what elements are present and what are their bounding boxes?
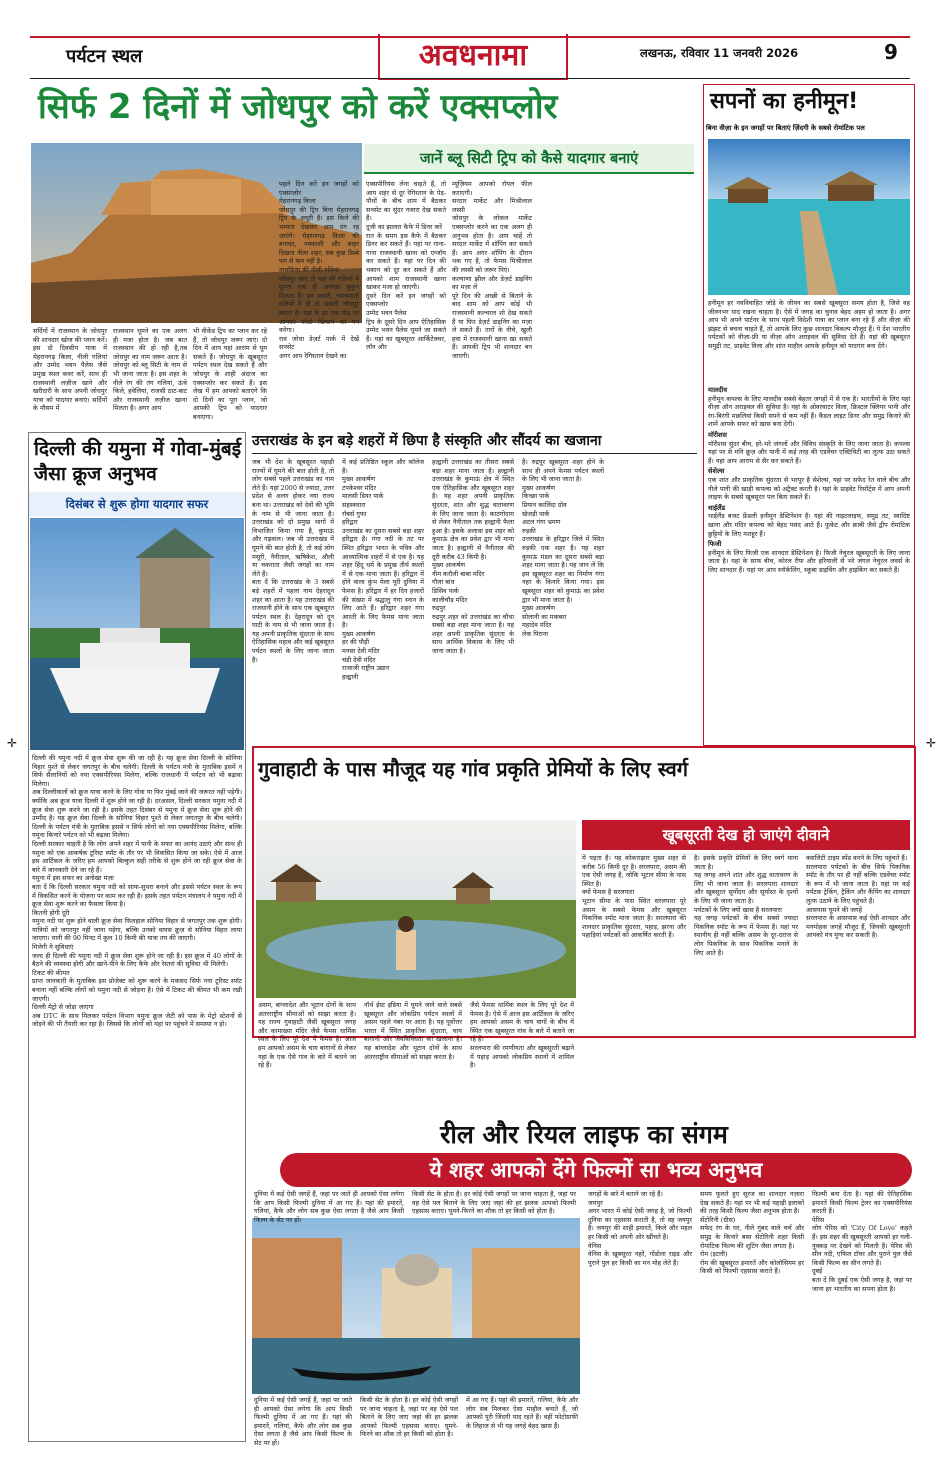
honeymoon-section-text: एक शांत और प्राकृतिक सुंदरता से भरपूर है सेशेल्स, यहां पर सफेद रेत वाले बीच और नीले पानी की खाड़ी कपल्स को अट्रैक्ट करती है। यहां के प्राइवेट रिसॉर्ट्स में आप अपनी लाइफ के सबसे खूबसूरत पल बिता सकते हैं। — [708, 475, 910, 502]
uttarakhand-rule — [252, 453, 697, 454]
jodhpur-subhead-box — [364, 144, 694, 174]
honeymoon-section — [708, 504, 910, 538]
honeymoon-section — [708, 431, 910, 465]
jodhpur-col-4b — [540, 180, 695, 412]
jodhpur-col-3: भी वीकेंड ट्रिप का प्लान कर रहे हैं, तो जोधपुर जरूर जाएं। दो दिन में आप यहां आराम से घूम सकते हैं। जोधपुर के खूबसूरत पर्यटन स्थल देख सकते हैं और जोधपुर के शाही अंदाज का एक्सप्लोर कर सकते हैं। इस लेख में हम आपको बताएंगे कि दो दिनों का पूरा प्लान, जो आपकी ट्रिप को यादगार बनाएगा। — [193, 327, 267, 421]
jodhpur-col-2: राजस्थान घूमने का एक अलग ही मजा होता है। जब बात राजस्थान की हो रही है,तब जोधपुर का नाम जरूर आता है। जोधपुर को ब्लू सिटी के नाम से भी जाना जाता है। इस शहर के नीले रंग की तंग गलियां, ऊंचे किले, हवेलियां, राजसी ठाट-बाट और राजस्थानी लज़ीज खाना मिलता है। अगर आप — [113, 327, 187, 413]
honeymoon-section-title: थाईलैंड — [708, 503, 726, 512]
uttarakhand-headline: उत्तराखंड के इन बड़े शहरों में छिपा है संस्कृति और सौंदर्य का खजाना — [252, 433, 602, 449]
jodhpur-subhead: जानें ब्लू सिटी ट्रिप को कैसे यादगार बनाएं — [419, 151, 639, 167]
reel-col-3b: में आ गए हैं। यहां की इमारतें, गलियां, कैफे और लोग सब मिलकर ऐसा माहौल बनाते हैं, जो आपको पूरी जिंदगी याद रहते हैं। वहीं फोटोग्राफी के लिहाज से भी यह जगहें बेहद खास हैं। — [466, 1396, 578, 1430]
guwahati-headline: गुवाहाटी के पास मौजूद यह गांव प्रकृति प्रेमियों के लिए स्वर्ग — [258, 757, 688, 781]
uttarakhand-col-3: हल्द्वानी उत्तराखंड का तीसरा सबसे बड़ा शहर माना जाता है। हल्द्वानी उत्तराखंड के कुमाऊं क्षेत्र में स्थित एक ऐतिहासिक और खूबसूरत शहर है। यह शहर अपनी प्राकृतिक सुंदरता, शांत और शुद्ध वातावरण के लिए जाना जाता है। काठगोदाम से लेकर नैनीताल तक हल्द्वानी फैला हुआ है। इसके अलावा इस शहर को कुमाऊं क्षेत्र का प्रवेश द्वार भी माना जाता है। हल्द्वानी से नैनीताल की दूरी करीब 43 किमी है। मुख्य आकर्षण नीम करौली बाबा मंदिर गौला बांध डिसिव पार्क कालीचौड़ मंदिर रुद्रपुर रुद्रपुर शहर को उत्तराखंड का चौथा सबसे बड़ा शहर माना जाता है। यह शहर अपनी प्राकृतिक सुंदरता के साथ आर्थिक विकास के लिए भी जाना जाता है। — [432, 458, 514, 656]
reel-banner — [280, 1153, 912, 1187]
logo-text: अवधनामा — [418, 38, 528, 73]
honeymoon-intro: हनीमून हर नवविवाहित जोड़े के जीवन का सबसे खूबसूरत समय होता है, जिसे वह जीवनभर याद रखना चाहता है। ऐसे में जगह का चुनाव बेहद अहम हो जाता है। अगर आप भी अपने पार्टनर के साथ पहली विदेशी यात्रा का प्लान बना रहे हैं और वीज़ा की झंझट से बचना चाहते हैं, तो आपके लिए कुछ शानदार विकल्प मौजूद हैं। ये देश भारतीय पर्यटकों को वीज़ा-फ्री या वीज़ा ऑन अराइवल की सुविधा देते हैं। यहां की खूबसूरत समुद्री तट, प्राइवेट विला और शांत माहौल आपके हनीमून को यादगार बना देंगे। — [708, 299, 910, 350]
honeymoon-headline: सपनों का हनीमून! — [710, 89, 859, 114]
jodhpur-headline: सिर्फ 2 दिनों में जोधपुर को करें एक्सप्लोर — [38, 87, 558, 127]
page-number: 9 — [884, 40, 898, 64]
guwahati-col-4: में पड़ता है। यह कोकराझार मुख्य शहर से करीब 56 किमी दूर है। सरलपारा, असम की एक ऐसी जगह है, जोकि भूटान सीमा के पास स्थित है। क्यों फेमस है सरलपारा भूटान सीमा के पास स्थित सरलपारा पूरे असम के सबसे फेमस और खूबसूरत पिकनिक स्पॉट माना जाता है। सरलपारा की शानदार प्राकृतिक सुंदरता, पहाड़, झरना और पहाड़ियां पर्यटकों को आकर्षित करती हैं। — [582, 854, 686, 940]
reel-col-6: फिल्मी बना देता है। यहां की ऐतिहासिक इमारतें किसी फिल्म ट्रेलर का एक्सपीरियंस कराती हैं। पेरिस लोग पेरिस को 'City Of Love' कहते हैं। इस शहर की खूबसूरती आपको हर गली-नुक्कड़ पर देखने को मिलती है। पेरिस की सीन नदी, एफिल टॉवर और पुराने पुल जैसे किसी फिल्म का सीन लगते हैं। दुबई बता दें कि दुबई एक ऐसी जगह है, जहां पर जाना हर भारतीय का सपना होता है। — [812, 1190, 912, 1293]
honeymoon-section — [708, 386, 910, 429]
uttarakhand-col-4: है। रुद्रपुर खूबसूरत शहर होने के साथ ही अपने फेमस पर्यटन स्थलों के लिए भी जाना जाता है। मुख्य आकर्षण किच्छा पार्क प्रियान कालिंदा ग्रोव खेजड़ी पार्क अटल गंगा भ्रमण रुड़की उत्तराखंड के हरिद्वार जिले में स्थित रुड़की एक शहर है। यह शहर कुमाऊं मंडल का दूसरा सबसे बड़ा शहर माना जाता है। यह जान लें कि इस खूबसूरत शहर का निर्माण गंगा नहर के किनारे किया गया। इस खूबसूरत शहर को कुमाऊं का प्रवेश द्वार भी माना जाता है। मुख्य आकर्षण सोलानी का मकबरा महादेव मंदिर लेक पिराना — [522, 458, 604, 638]
yamuna-subhead: दिसंबर से शुरू होगा यादगार सफर — [65, 497, 209, 511]
reel-venice-photo — [252, 1218, 580, 1394]
jodhpur-col-1: सर्दियों में राजस्थान के जोधपुर की शानदार खोज की प्लान करें। इस दो दिवसीय यात्रा में मेहरानगढ़ किला, नीली गलियां और उम्मेद भवन पैलेस जैसे प्रमुख स्थल कवर करें, साथ ही राजस्थानी लज़ीज खाने और खरीदारी के साथ अपनी जोधपुर यात्रा को यादगार बनाएं। सर्दियों के मौसम में — [33, 327, 107, 413]
honeymoon-section-title: सेशेल्स — [708, 467, 725, 476]
honeymoon-section-text: मॉरीशस सुंदर बीच, हरे-भरे जंगलों और विविध संस्कृति के लिए जाना जाता है। कपल्स यहां पर से मनि क्रूज़ और पानी में कई तरह की एडवेंचर एक्टिविटी का लुत्फ उठा सकते हैं। यहां आप आराम से सैर कर सकते हैं। — [708, 439, 910, 465]
honeymoon-section — [708, 467, 910, 501]
jodhpur-col-4: पहले दिन करें इन जगहों को एक्सप्लोर मेहरानगढ़ किला जोधपुर की ट्रिप बिना मेहरानगढ़ ट्रिप के अधूरी है। इस किले की भव्यता देखकर आप दंग रह जाएंगे। मेहरानगढ़ किला की बनावट, नक्काशी और बाहर दिखता नीला शहर, सब कुछ डिब्बे पल से कम नहीं है। नाचकिया की नीली गलियां जोधपुर जाएं तो यहां की गलियों में घूमना एक ही अनोखा सुकून मिलता है। इन सकरी, चमचमाती गलियों में ही तो असली जोधपुर बसता है। यहां के हर एक मोड़ पर आपको फोटो खिंचाने का मन करेगा। राव जोधा डेज़र्ट पार्क में देखें सनसेट अगर आप रेगिस्तान देखने का — [279, 180, 359, 360]
honeymoon-section-text: हनीमून कपल्स के लिए मालदीव सबसे बेहतर जगहों में से एक है। भारतीयों के लिए यहां वीज़ा ऑन अराइवल की सुविधा है। यहां के ओवरवाटर विला, क्रिस्टल क्लियर पानी और रंग-बिरंगी मछलियां किसी सपने से कम नहीं हैं। कैंडल लाइट डिनर और समुद्र किनारे की शामें आपके सफर को खास बना देंगी। — [708, 394, 910, 429]
reel-banner-text: ये शहर आपको देंगे फिल्मों सा भव्य अनुभव — [429, 1158, 763, 1182]
yamuna-body: दिल्ली की यमुना नदी में क्रूज सेवा शुरू की जा रही है। यह क्रूज सेवा दिल्ली के सोनिया विहार पुश्ते से लेकर जगतपुर के बीच चलेगी। दिल्ली के पर्यटन मंत्री के मुताबिक इसमें न सिर्फ सैलानियों को नया एक्सपीरियंस मिलेगा, बल्कि राजधानी में पर्यटन को भी बढ़ावा मिलेगा। अब दिल्लीवालों को क्रूज यात्रा करने के लिए गोवा या फिर मुंबई जाने की जरूरत नहीं पड़ेगी। क्योंकि अब क्रूज यात्रा दिल्ली में शुरू होने जा रही है। दरअसल, दिल्ली सरकार यमुना नदी में क्रूज सेवा शुरू करने जा रही है। इसके तहत दिसंबर से यमुना में क्रूज सेवा शुरू होने की उम्मीद है। यह क्रूज सेवा दिल्ली के सोनिया विहार पुश्ते से लेकर जगतपुर के बीच चलेगी। दिल्ली के पर्यटन मंत्री के मुताबिक इससे न सिर्फ लोगों को नया एक्सपीरियंस मिलेगा, बल्कि यमुना किनारे पर्यटन को भी बढ़ावा मिलेगा। दिल्ली सरकार चाहती है कि लोग अपने शहर में पानी के सफर का आनंद उठाएं और साथ ही यमुना को एक आकर्षक टूरिस्ट स्पॉट के तौर पर भी विकसित किया जा सके। ऐसे में आज इस आर्टिकल के जरिए हम आपको बिल्कुल सही तरीके से शुरू होने जा रही क्रूज सेवा के बारे में जानकारी देने जा रहे हैं। यमुना में इस सफर का अनोखा मज़ा बता दें कि दिल्ली सरकार यमुना नदी को साफ-सुथरा बनाने और इससे पर्यटन स्थल के रूप में विकसित करने के योजना पर काम कर रही है। इसके तहत पर्यटन मंत्रालय ने यमुना नदी में क्रूज सेवा शुरू करने का फैसला किया है। कितनी होगी दूरी यमुना नदी पर शुरू होने वाली क्रूज सेवा फिलहाल सोनिया विहार से जगतपुर तक शुरू होगी। यात्रियों को जगतपुर नहीं जाना पड़ेगा, बल्कि उनको वापस क्रूज़ से सोनिया विहार लाया जाएगा। यानी की 90 मिनट में कुल 10 किमी की यात्रा तय की जाएगी। मिलेगी ये सुविधाएं जल्द ही दिल्ली की यमुना नदी में क्रूज सेवा शुरू होने जा रही है। इस क्रूज में 40 लोगों के बैठने की व्यवस्था होगी और खाने-पीने के लिए कैफे और रेस्तरां की सुविधा भी मिलेगी। टिकट की कीमत प्राप्त जानकारी के मुताबिक इस प्रोजेक्ट को शुरू करने के मकसद सिर्फ नया टूरिस्ट स्पॉट बनाना नहीं बल्कि लोगों को यमुना नदी से जोड़ना है। ऐसे में टिकट की कीमत भी कम रखी जाएगी। दिल्ली मेट्रो से जोड़ा जाएगा अब DTC के साथ मिलकर पर्यटन विभाग यमुना क्रूज जेटी को पास के मेट्रो स्टेशनों से जोड़ने की भी तैयारी कर रहा है। जिससे कि लोगों को यहां पर पहुंचने में समस्या न हो। — [32, 754, 242, 1029]
uttarakhand-col-1: जब भी देश के खूबसूरत पहाड़ी राज्यों में घूमने की बात होती है, तो लोग सबसे पहले उत्तराखंड का नाम लेते हैं। यहां 2000 से ज्यादा, उत्तर प्रदेश से अलग होकर नया राज्य बना था। उत्तराखंड को देवों की भूमि के नाम से भी जाना जाता है। उत्तराखंड को दो प्रमुख भागों में विभाजित किया गया है, कुमाऊं और गढ़वाल। जब भी उत्तराखंड में घूमने की बात होती है, तो कई लोग मसूरी, नैनीताल, ऋषिकेश, औली या चकराता जैसी जगहों का नाम लेते हैं। बता दें कि उत्तराखंड के 3 सबसे बड़े शहरों में पहला नाम देहरादून शहर का आता है। यह उत्तराखंड की राजधानी होने के साथ एक खूबसूरत पर्यटन स्थल है। देहरादून को दून घाटी के नाम से भी जाना जाता है। यह अपनी प्राकृतिक सुंदरता के साथ ऐतिहासिक महत्व और कई खूबसूरत पर्यटन स्थलों के लिए जाना जाता है। — [252, 458, 334, 664]
guwahati-village-photo — [256, 820, 576, 998]
registration-mark-right: ✛ — [926, 736, 937, 750]
honeymoon-section-text: हनीमून के लिए फिजी एक शानदार डेस्टिनेशन है। फिजी नेचुरल खूबसूरती के लिए जाना जाता है। यहां के साफ बीच, कोरल रीफ और हरियाली से भरे जंगल नेचुरल लवर्स के लिए शानदार हैं। यहां पर आप स्नॉर्कलिंग, स्कूबा डाइविंग और हाइकिंग कर सकते हैं। — [708, 548, 910, 574]
yamuna-cruise-photo — [30, 518, 244, 750]
jodhpur-col-5: एक्सपीरियंस लेना चाहते हैं, तो आप शहर से दूर रेगिस्तान के पेड़-पौधों के बीच शाम में बैठकर सनसेट का सुंदर नजारा देख सकते हैं। दूजी का झालरा कैफे में डिनर करें रात के समय इस कैफे में बैठकर डिनर कर सकते हैं। यहां पर गाना-गाना राजस्थानी खाना को एन्जॉय कर सकते हैं। यहां पर दिन की थकान को दूर कर सकते हैं और आपको शाम राजस्थानी खाना खाकर मजा हो जाएगी। दूसरे दिन करें इन जगहों को एक्सप्लोर उम्मेद भवन पैलेस ट्रिप के दूसरे दिन आप ऐतिहासिक उम्मेद भवन पैलेस घूमने जा सकते हैं। यहां का खूबसूरत आर्किटेक्चर, लॉन और — [366, 180, 446, 352]
reel-headline: रील और रियल लाइफ का संगम — [440, 1120, 728, 1149]
reel-col-1: दुनिया में कई ऐसी जगहें हैं, जहां पर जाते ही आपको ऐसा लगेगा कि आप किसी फिल्मी दुनिया में आ गए हैं। यहां की इमारतें, गलियां, कैफे और लोग सब कुछ ऐसा लगता है जैसे आप किसी फिल्म के सेट पर हों। — [254, 1190, 404, 1224]
reel-col-2b: किसी सेट के होता है। हर कोई ऐसी जगहों पर जाना चाहता है, जहां पर वह ऐसे पल बिताने के लिए जाए जहां की हर झलक आपको फिल्मी एहसास कराए। घूमने-फिरने का शौक तो हर किसी को होता है। — [360, 1396, 458, 1439]
reel-col-1b: दुनिया में कई ऐसी जगहें हैं, जहां पर जाते ही आपको ऐसा लगेगा कि आप किसी फिल्मी दुनिया में आ गए हैं। यहां की इमारतें, गलियां, कैफे और लोग सब कुछ ऐसा लगता है जैसे आप किसी फिल्म के सेट पर हों। — [254, 1396, 352, 1447]
masthead-rule — [30, 78, 910, 79]
guwahati-subhead-box — [582, 820, 910, 850]
honeymoon-sections — [708, 386, 910, 742]
jodhpur-col-6: म्यूज़ियम आपको रॉयल फील कराएगी। सरदार मार्केट और मिश्रीलाल लस्सी जोधपुर के लोकल मार्केट एक्सप्लोर करने का एक अलग ही अनुभव होता है। आप चाहें तो सरदार मार्केट में शॉपिंग कर सकते हैं। आप अगर शॉपिंग के दौरान थक गए हैं, तो फेमस मिश्रीलाल की लस्सी को जरूर पिएं। कल्याणा झील और डेज़र्ट डाइनिंग का मज़ा लें पूरे दिन की अच्छी से बिताने के बाद शाम को आप कोई भी राजस्थानी कल्चरल शो देख सकते हैं या फिर डेज़र्ट डाइनिंग का मज़ा ले सकते हैं। तारों के नीचे, खुली हवा में राजस्थानी खाना खा सकते हैं। आपकी ट्रिप भी शानदार बन जाएगी। — [452, 180, 532, 360]
yamuna-headline: दिल्ली की यमुना में गोवा-मुंबई जैसा क्रूज अनुभव — [34, 438, 242, 485]
guwahati-col-2: नॉर्थ ईस्ट इंडिया में घूमने जाने वाले सबसे खूबसूरत और लोकप्रिय पर्यटन स्थलों में असम पहले नंबर पर आता है। यह पूर्वोत्तर भारत में स्थित प्राकृतिक सुंदरता, चाय बागानों और जैवविविधता का खजाना है। यह बांग्लादेश और भूटान दोनों के साथ अंतरराष्ट्रीय सीमाओं को साझा करता है। — [364, 1001, 462, 1061]
logo — [378, 34, 568, 80]
reel-col-4: जगहों के बारे में बताने जा रहे हैं। जयपुर अगर भारत में कोई ऐसी जगह है, जो फिल्मी दुनिया का एहसास कराती है, तो वह जयपुर है। जयपुर की शाही इमारतें, किले और महल हर किसी को अपनी ओर खींचते हैं। वेनिस वेनिस के खूबसूरत नहरें, गोंडोला राइड और पुराने पुल हर किसी का मन मोह लेते हैं। — [588, 1190, 692, 1267]
section-label: पर्यटन स्थल — [66, 46, 143, 67]
honeymoon-subhead: बिना वीज़ा के इन जगहों पर बिताएं ज़िंदगी के सबसे रोमांटिक पल — [706, 124, 865, 132]
honeymoon-section-title: मालदीव — [708, 386, 727, 394]
guwahati-col-3: जैसे फेमस धार्मिक स्थल के लिए पूरे देश में फेमस है। ऐसे में आज इस आर्टिकल के जरिए हम आपको असम के चाय वागों के बीच में स्थित एक खूबसूरत गांव के बारे में बताने जा रहे हैं। सरलपारा की रमणीयता और खूबसूरती बढ़ाने में पहाड़ आपको लोकप्रिय स्थानों में शामिल है। — [470, 1001, 574, 1070]
guwahati-subhead: खूबसूरती देख हो जाएंगे दीवाने — [662, 826, 830, 844]
guwahati-col-1: असम, बांग्लादेश और भूटान दोनों के साथ अंतरराष्ट्रीय सीमाओं को साझा करता है। यह राज्य गुवाहाटी जैसी खूबसूरत जगह और कामाख्या मंदिर जैसे फेमस धार्मिक स्थल के लिए पूरे देश में फेमस है। आज हम आपको असम के चाय बागानों से लेकर यहां के एक ऐसे गांव के बारे में बताने जा रहे हैं। — [258, 1001, 356, 1070]
reel-col-2: किसी सेट के होता है। हर कोई ऐसी जगहों पर जाना चाहता है, जहां पर वह ऐसे पल बिताने के लिए जाए जहां की हर झलक आपको फिल्मी एहसास कराए। घूमने-फिरने का शौक तो हर किसी को होता है। — [412, 1190, 576, 1216]
honeymoon-photo — [708, 139, 910, 295]
date-line: लखनऊ, रविवार 11 जनवरी 2026 — [640, 46, 799, 60]
honeymoon-section-text: थाईलैंड बजट फ्रेंडली हनीमून डेस्टिनेशन है। यहां की नाइटलाइफ, समुद्र तट, स्वादिष्ट खाना और मंदिर कपल्स को बेहद पसंद आते हैं। फुकेट और क्राबी जैसे द्वीप रोमांटिक छुट्टियों के लिए मशहूर हैं। — [708, 512, 910, 538]
uttarakhand-col-2: में कई प्रतिष्ठित स्कूल और कॉलेज हैं। मुख्य आकर्षण टपकेश्वर मंदिर मालसी डियर पार्क सहस्त्रधारा रॉबर्स गुफा हरिद्वार उत्तराखंड का दूसरा सबसे बड़ा शहर हरिद्वार है। गंगा नदी के तट पर स्थित हरिद्वार भारत के पवित्र और आध्यात्मिक शहरों में से एक है। यह शहर हिंदू धर्म के प्रमुख तीर्थ स्थलों में से एक माना जाता है। हरिद्वार में होने वाला कुंभ मेला पूरी दुनिया में फेमस है। हरिद्वार में हर दिन हजारों की संख्या में श्रद्धालु गंगा स्नान के लिए आते हैं। हरिद्वार शहर गंगा आरती के लिए फेमस माना जाता है। मुख्य आकर्षण हर की पौड़ी मनसा देवी मंदिर चंडी देवी मंदिर राजाजी राष्ट्रीय उद्यान हल्द्वानी — [342, 458, 424, 681]
reel-col-5: समय फूलते हुए सूरज का शानदार नज़ारा देख सकते हैं। यहां पर भी कई पहाड़ी इलाकों की तरह किसी फिल्म जैसा अनुभव होता है। सेंटोरिनी (ग्रीस) सफेद रंग के घर, नीले गुंबद वाले चर्च और समुद्र के किनारे बसा सेंटोरिनी शहर किसी रोमांटिक फिल्म की शूटिंग जैसा लगता है। रोम (इटली) रोम की खूबसूरत इमारतें और कोलोसियम हर किसी को फिल्मी एहसास कराते हैं। — [700, 1190, 804, 1276]
honeymoon-section-title: फिजी — [708, 540, 722, 549]
honeymoon-section-title: मॉरीशस — [708, 430, 727, 439]
registration-mark-left: ✛ — [7, 736, 18, 750]
honeymoon-section — [708, 540, 910, 574]
guwahati-col-5: है। इसके प्रकृति प्रेमियों के लिए स्वर्ग माना जाता है। यह जगह अपने शांत और शुद्ध वातावरण के लिए भी जाना जाता है। सरलपारा शानदार और खूबसूरत सूर्योदय और सूर्यास्त के दृश्यों के लिए भी जाना जाता है। पर्यटकों के लिए क्यों खास है सरलपारा यह जगह पर्यटकों के बीच सबसे ज्यादा पिकनिक स्पॉट के रूप में फेमस है। यहां पर स्थानीय ही नहीं बल्कि असम के दूर-दराज से लोग पिकनिक के साथ पिकनिक मनाने के लिए आते हैं। — [694, 854, 798, 957]
guwahati-col-6: क्वालिटी टाइम स्पेंड करने के लिए पहुंचते हैं। सरलपारा पर्यटकों के बीच सिर्फ पिकनिक स्पॉट के तौर पर ही नहीं बल्कि एडवेंचर स्पॉट के रूप में भी जाना जाता है। यहां पर कई पर्यटक ट्रेकिंग, ट्रैकिंग और कैंपिंग का शानदार लुत्फ उठाने के लिए पहुंचते हैं। आसपास घूमने की जगहें सरलपारा के आसपास कई ऐसी शानदार और मनमोहक जगहें मौजूद हैं, जिनकी खूबसूरती आपको मंत्र मुग्ध कर सकती है। — [806, 854, 910, 940]
yamuna-subhead-bar — [29, 492, 245, 516]
